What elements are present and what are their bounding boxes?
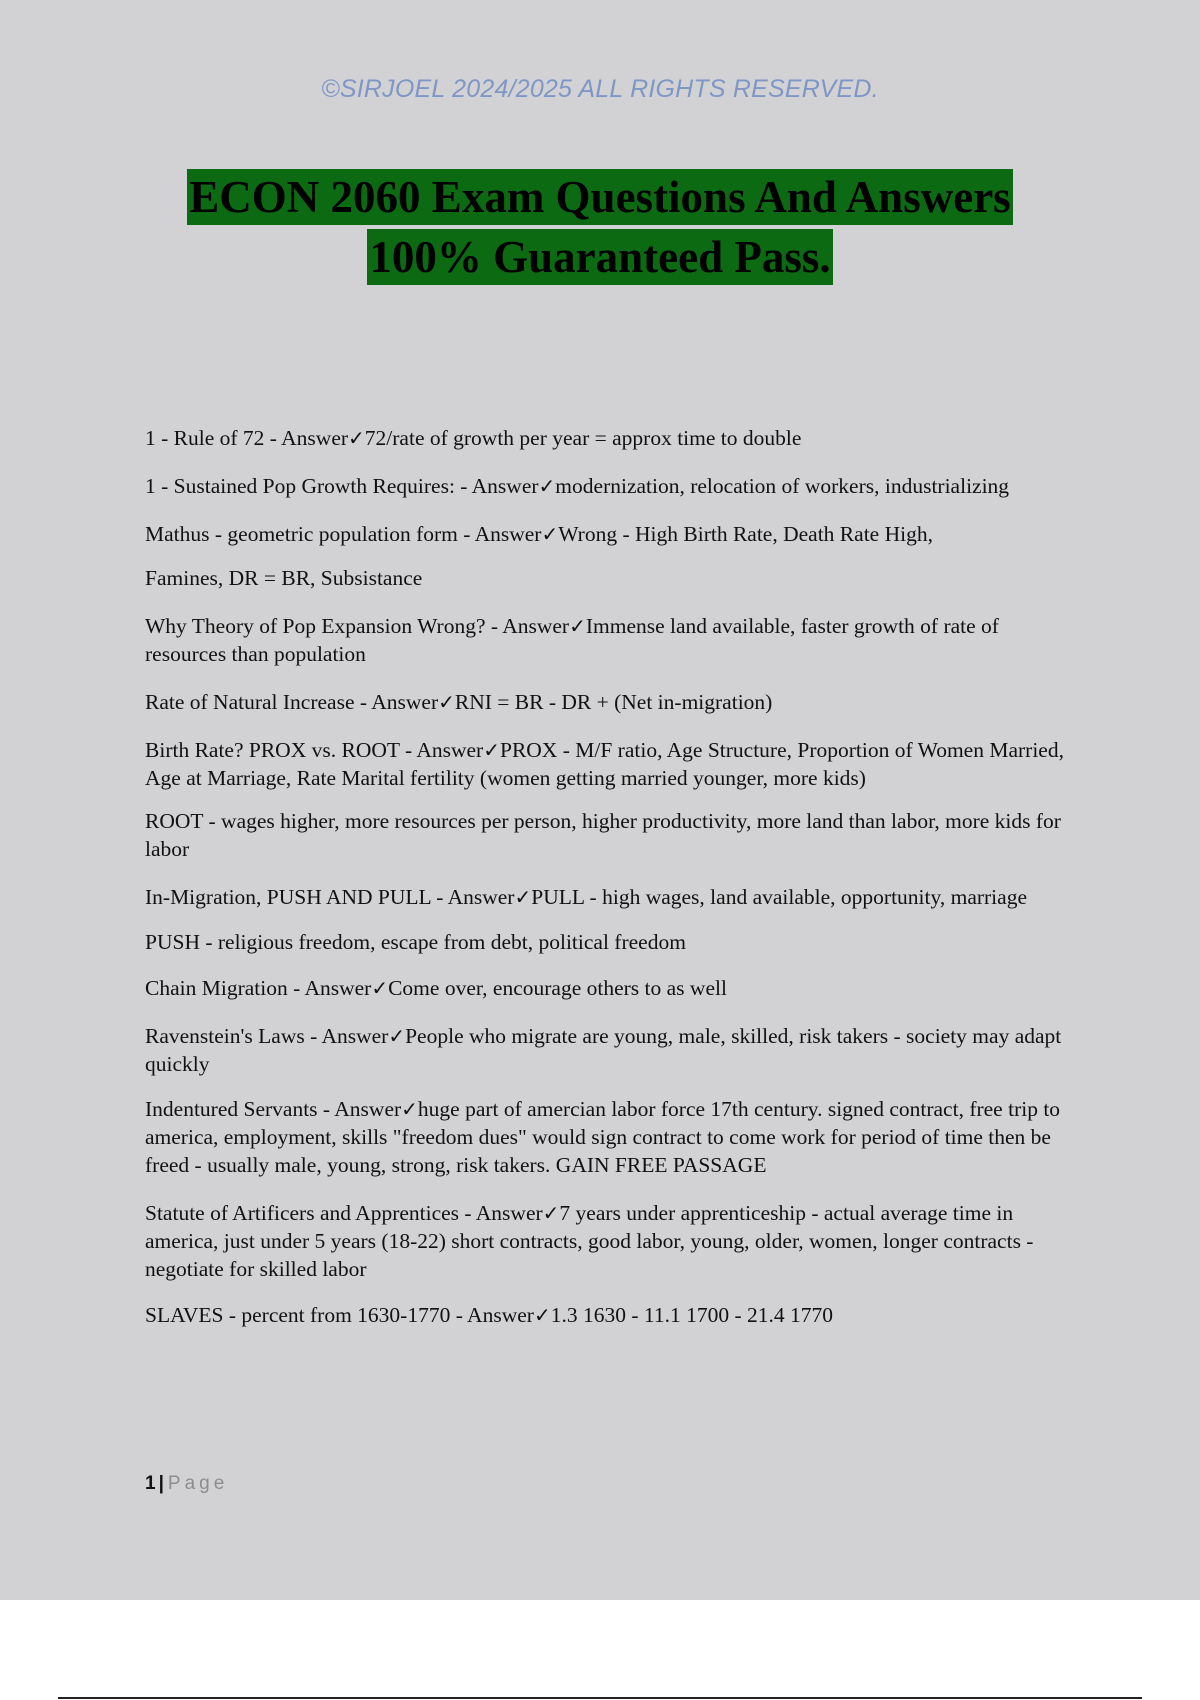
checkmark-icon: ✓ [371, 976, 389, 1000]
qa-item [145, 520, 1085, 548]
checkmark-icon: ✓ [348, 426, 365, 450]
qa-item [145, 1022, 1085, 1078]
qa-answer: 1.3 1630 - 11.1 1700 - 21.4 1770 [550, 1303, 833, 1327]
qa-item [145, 424, 1085, 452]
checkmark-icon: ✓ [388, 1024, 406, 1048]
qa-item [145, 807, 1085, 863]
checkmark-icon: ✓ [514, 885, 532, 909]
qa-text: ROOT - wages higher, more resources per person, higher productivity, more land than labor, more kids for labor [145, 809, 1061, 861]
qa-term: Why Theory of Pop Expansion Wrong? - Answer [145, 614, 570, 638]
qa-text: Famines, DR = BR, Subsistance [145, 566, 423, 590]
qa-term: Ravenstein's Laws - Answer [145, 1024, 389, 1048]
checkmark-icon: ✓ [569, 614, 586, 638]
qa-list [145, 424, 1085, 1329]
checkmark-icon: ✓ [533, 1303, 551, 1327]
qa-term: Mathus - geometric population form - Answer [145, 522, 542, 546]
title-line-2: 100% Guaranteed Pass. [367, 229, 832, 285]
bottom-divider [58, 1697, 1142, 1699]
qa-term: Birth Rate? PROX vs. ROOT - Answer [145, 738, 484, 762]
qa-term: SLAVES - percent from 1630-1770 - Answer [145, 1303, 534, 1327]
qa-item [145, 883, 1085, 911]
qa-item [145, 1199, 1085, 1283]
qa-answer: 7 years under apprenticeship - actual average time in america, just under 5 years (18-22) short contracts, good labor, young, older, women, longer contracts - negotiate for skilled labor [145, 1201, 1034, 1281]
copyright-watermark: ©SIRJOEL 2024/2025 ALL RIGHTS RESERVED. [321, 75, 879, 103]
title-line-1: ECON 2060 Exam Questions And Answers [187, 169, 1012, 225]
qa-answer: huge part of amercian labor force 17th century. signed contract, free trip to america, employment, skills "freedom dues" would sign contract to come work for period of time then be freed - usually male, young, strong, risk takers. GAIN FREE PASSAGE [145, 1097, 1061, 1177]
qa-answer: Wrong - High Birth Rate, Death Rate High, [558, 522, 933, 546]
page-footer [145, 1473, 228, 1495]
page-label: Page [167, 1473, 229, 1494]
qa-answer: 72/rate of growth per year = approx time to double [364, 426, 802, 450]
qa-answer: People who migrate are young, male, skilled, risk takers - society may adapt quickly [145, 1024, 1062, 1076]
qa-answer: RNI = BR - DR + (Net in-migration) [454, 690, 773, 714]
qa-item [145, 688, 1085, 716]
qa-term: Rate of Natural Increase - Answer [145, 690, 439, 714]
qa-term: 1 - Rule of 72 - Answer [145, 426, 349, 450]
qa-item [145, 974, 1085, 1002]
document-title [0, 169, 1200, 285]
qa-item [145, 736, 1085, 792]
checkmark-icon: ✓ [483, 738, 500, 762]
checkmark-icon: ✓ [401, 1097, 418, 1121]
qa-term: In-Migration, PUSH AND PULL - Answer [145, 885, 515, 909]
qa-term: 1 - Sustained Pop Growth Requires: - Answer [145, 474, 539, 498]
footer-separator: | [158, 1473, 164, 1494]
checkmark-icon: ✓ [438, 690, 455, 714]
page-number: 1 [145, 1473, 156, 1494]
qa-text: PUSH - religious freedom, escape from debt, political freedom [145, 930, 686, 954]
checkmark-icon: ✓ [538, 474, 556, 498]
qa-answer: PULL - high wages, land available, opportunity, marriage [531, 885, 1027, 909]
qa-item [145, 928, 1085, 956]
qa-term: Statute of Artificers and Apprentices - Answer [145, 1201, 543, 1225]
qa-term: Indentured Servants - Answer [145, 1097, 402, 1121]
qa-answer: Come over, encourage others to as well [388, 976, 727, 1000]
checkmark-icon: ✓ [542, 1201, 560, 1225]
qa-answer: Immense land available, faster growth of rate of resources than population [145, 614, 999, 666]
qa-term: Chain Migration - Answer [145, 976, 372, 1000]
qa-item [145, 472, 1085, 500]
qa-item [145, 564, 1085, 592]
checkmark-icon: ✓ [541, 522, 559, 546]
qa-answer: modernization, relocation of workers, industrializing [555, 474, 1010, 498]
qa-item [145, 612, 1085, 668]
qa-answer: PROX - M/F ratio, Age Structure, Proportion of Women Married, Age at Marriage, Rate Marital fertility (women getting married younger, more kids) [145, 738, 1064, 790]
qa-item [145, 1095, 1085, 1179]
qa-item [145, 1301, 1085, 1329]
